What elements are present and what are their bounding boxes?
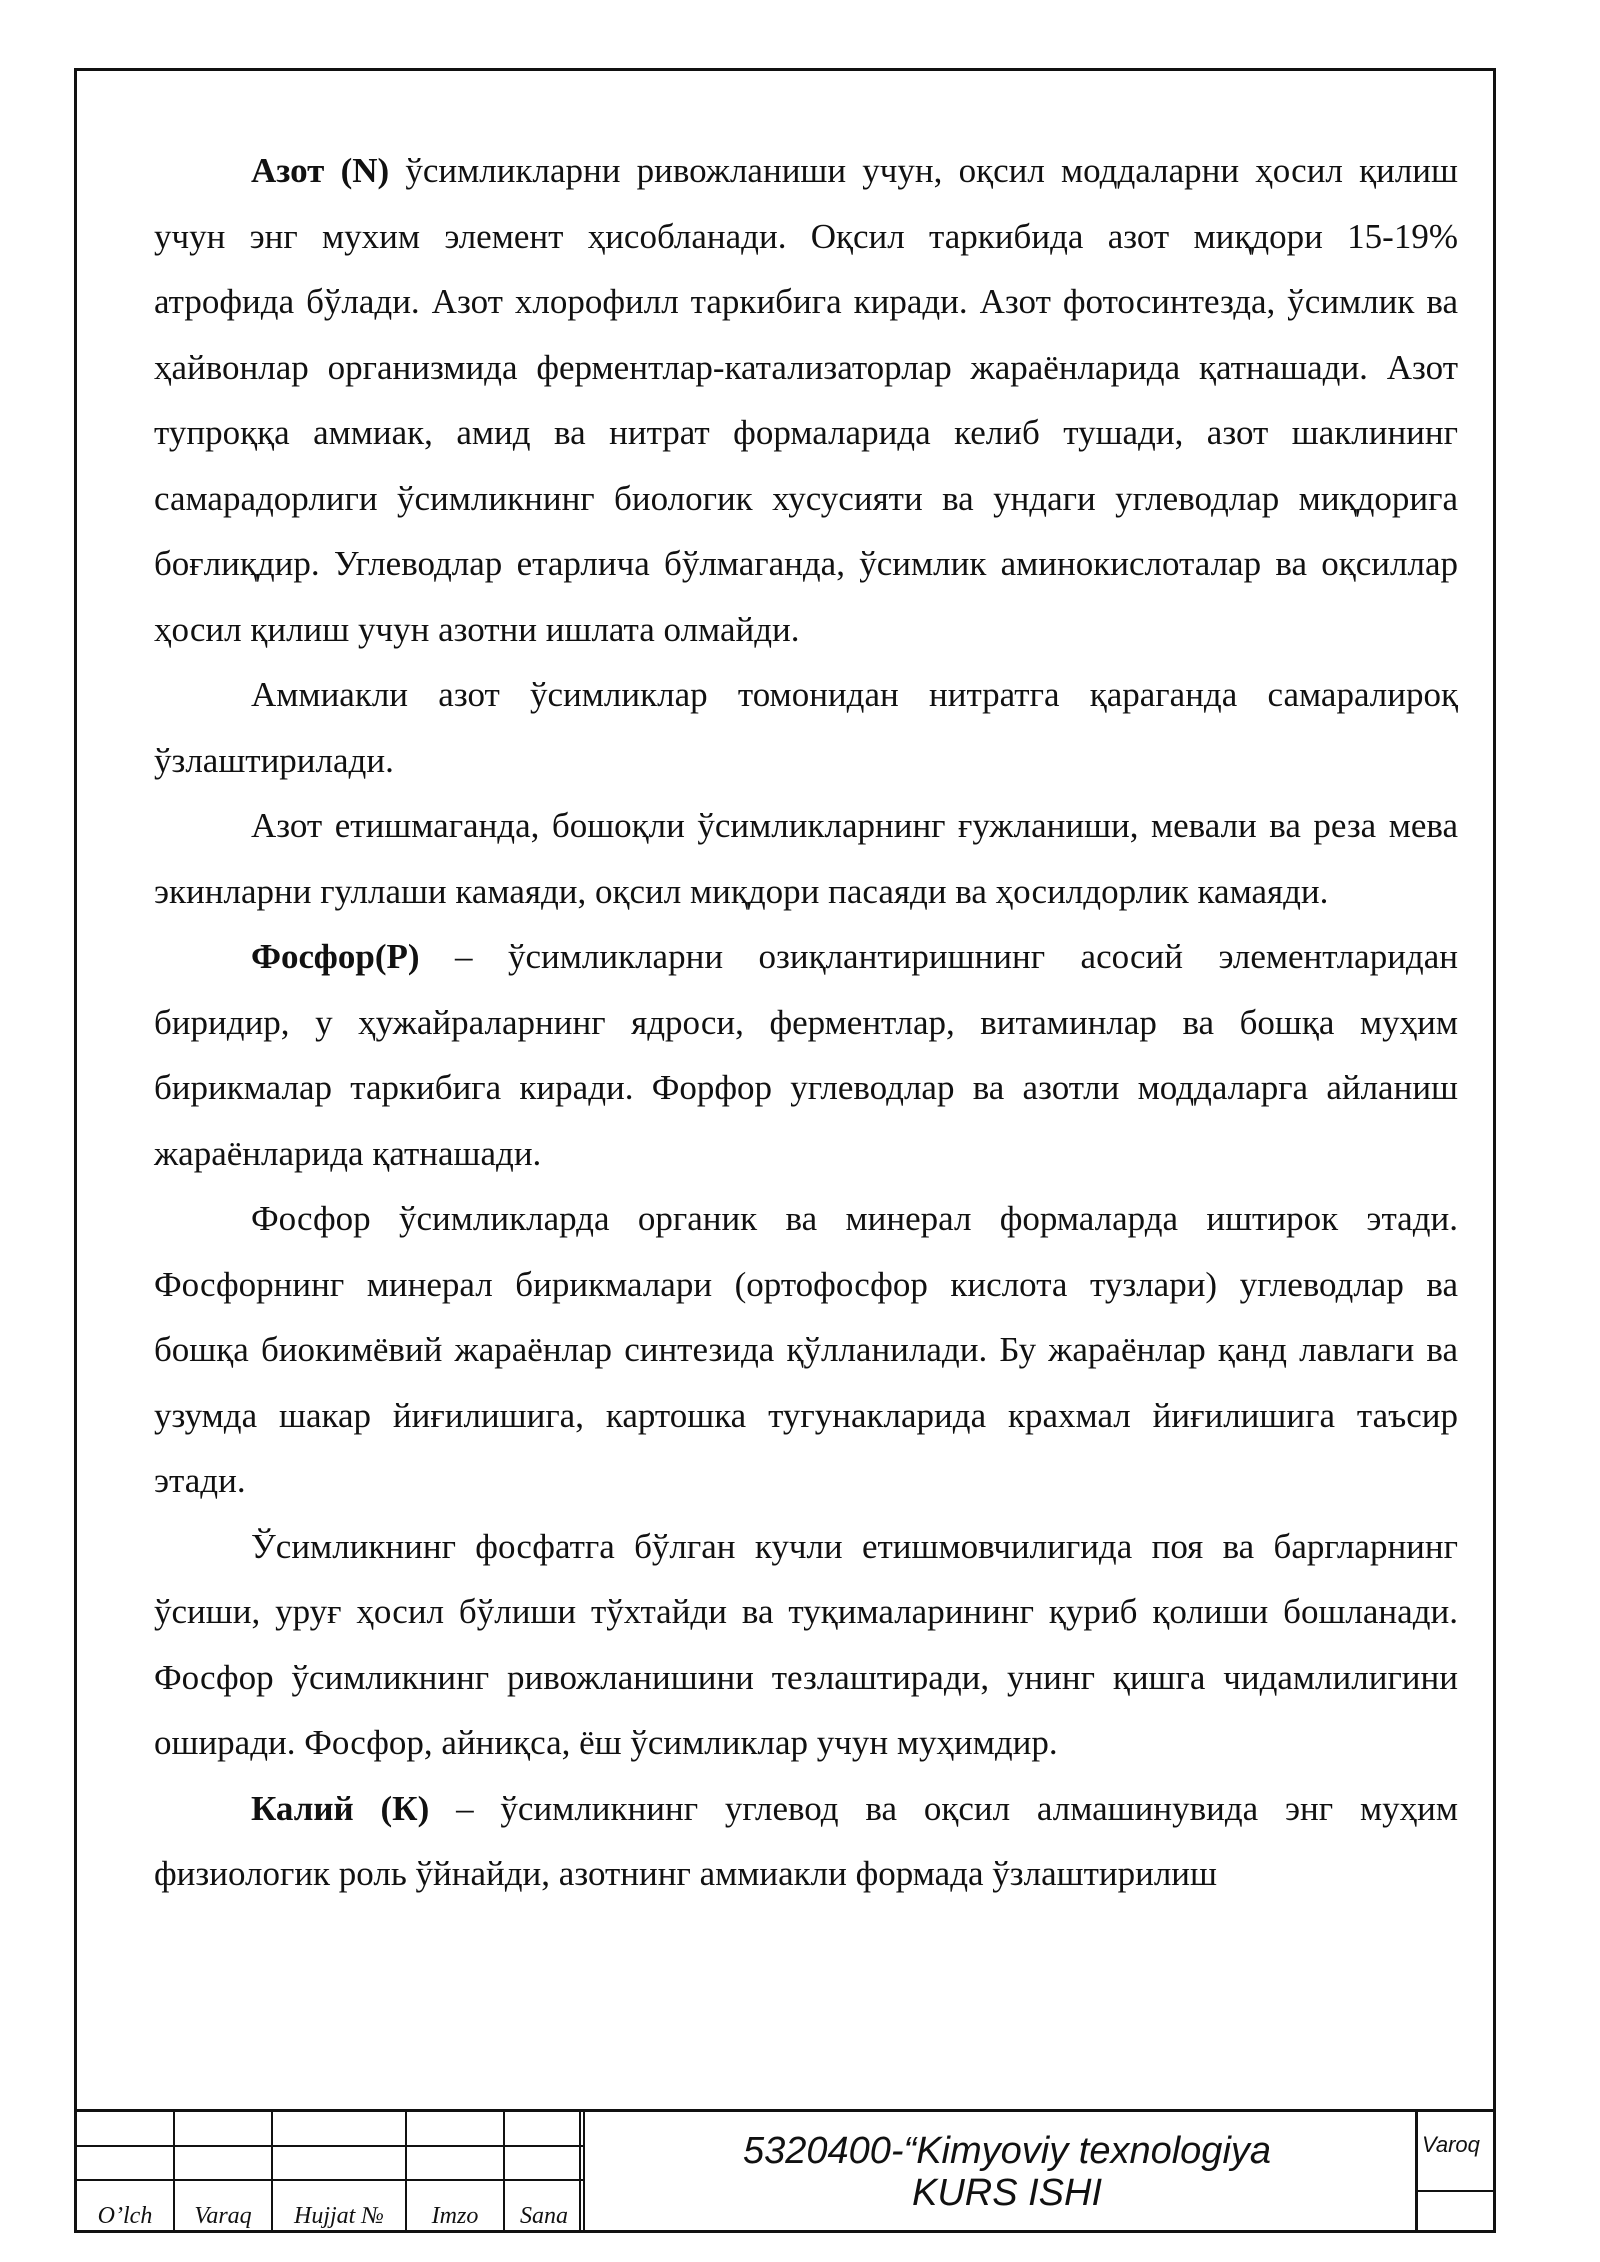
stamp-cell <box>174 2112 272 2146</box>
title-block-grid <box>77 2112 585 2230</box>
paragraph-text: Аммиакли азот ўсимликлар томонидан нитратга қараганда самаралироқ ўзлаштирилади. <box>154 675 1458 780</box>
stamp-label-hujjat: Hujjat № <box>272 2180 406 2230</box>
paragraph-text: Фосфор ўсимликларда органик ва минерал формаларда иштирок этади. Фосфорнинг минерал бирикмалари (ортофосфор кислота тузлари) углеводлар ва бошқа биокимёвий жараёнлар синтезида қўлланилади. Бу жараёнлар қанд лавлаги ва узумда шакар йиғилишига, картошка тугунакларида крахмал йиғилишига таъсир этади. <box>154 1199 1458 1500</box>
title-block <box>74 2112 1496 2233</box>
paragraph-ammonia <box>154 662 1458 793</box>
sheet-divider <box>1418 2190 1493 2192</box>
paragraph-phosphorus-deficiency <box>154 1514 1458 1776</box>
stamp-label-varaq: Varaq <box>174 2180 272 2230</box>
stamp-label-sana: Sana <box>504 2180 584 2230</box>
term-phosphorus: Фосфор(Р) <box>251 937 420 976</box>
stamp-title-area <box>579 2112 1497 2230</box>
stamp-cell <box>272 2112 406 2146</box>
term-potassium: Калий (К) <box>251 1788 430 1828</box>
paragraph-potassium <box>154 1776 1458 1907</box>
paragraph-phosphorus-forms <box>154 1186 1458 1514</box>
stamp-title-line1: 5320400-“Kimyoviy texnologiya <box>742 2130 1272 2172</box>
term-nitrogen: Азот (N) <box>251 151 390 190</box>
paragraph-nitrogen <box>154 138 1458 662</box>
stamp-cell <box>406 2112 504 2146</box>
paragraph-nitrogen-deficiency <box>154 793 1458 924</box>
paragraph-phosphorus <box>154 924 1458 1186</box>
stamp-cell <box>174 2146 272 2180</box>
stamp-cell <box>77 2112 174 2146</box>
sheet-label: Varoq <box>1422 2132 1480 2157</box>
stamp-cell <box>406 2146 504 2180</box>
paragraph-text: ўсимликларни ривожланиши учун, оқсил моддаларни ҳосил қилиш учун энг мухим элемент ҳисобланади. Оқсил таркибида азот миқдори 15-19% атрофида бўлади. Азот хлорофилл таркибига киради. Азот фотосинтезда, ўсимлик ва ҳайвонлар организмида ферментлар-катализаторлар жараёнларида қатнашади. Азот тупроққа аммиак, амид ва нитрат формаларида келиб тушади, азот шаклининг самарадорлиги ўсимликнинг биологик хусусияти ва ундаги углеводлар миқдорига боғлиқдир. Углеводлар етарлича бўлмаганда, ўсимлик аминокислоталар ва оқсиллар ҳосил қилиш учун азотни ишлата олмайди. <box>154 151 1458 649</box>
paragraph-text: – ўсимликнинг углевод ва оқсил алмашинувида энг муҳим физиологик роль ўйнайди, азотнинг аммиакли формада ўзлаштирилиш <box>154 1788 1459 1893</box>
sheet-number-box <box>1415 2112 1493 2230</box>
stamp-title-line2: KURS ISHI <box>911 2172 1103 2214</box>
paragraph-text: Азот етишмаганда, бошоқли ўсимликларнинг ғужланиши, мевали ва реза мева экинларни гуллаши камаяди, оқсил миқдори пасаяди ва ҳосилдорлик камаяди. <box>154 806 1458 911</box>
stamp-cell <box>77 2146 174 2180</box>
document-body <box>154 138 1458 1907</box>
paragraph-text: Ўсимликнинг фосфатга бўлган кучли етишмовчилигида поя ва баргларнинг ўсиши, уруғ ҳосил бўлиши тўхтайди ва туқималарининг қуриб қолиши бошланади. Фосфор ўсимликнинг ривожланишини тезлаштиради, унинг қишга чидамлилигини оширади. Фосфор, айниқса, ёш ўсимликлар учун муҳимдир. <box>154 1526 1458 1762</box>
stamp-label-imzo: Imzo <box>406 2180 504 2230</box>
paragraph-text: – ўсимликларни озиқлантиришнинг асосий элементларидан биридир, у ҳужайраларнинг ядроси, ферментлар, витаминлар ва бошқа муҳим бирикмалар таркибига киради. Форфор углеводлар ва азотли моддаларга айланиш жараёнларида қатнашади. <box>154 937 1458 1173</box>
stamp-label-olch: O’lch <box>77 2180 174 2230</box>
stamp-cell <box>272 2146 406 2180</box>
